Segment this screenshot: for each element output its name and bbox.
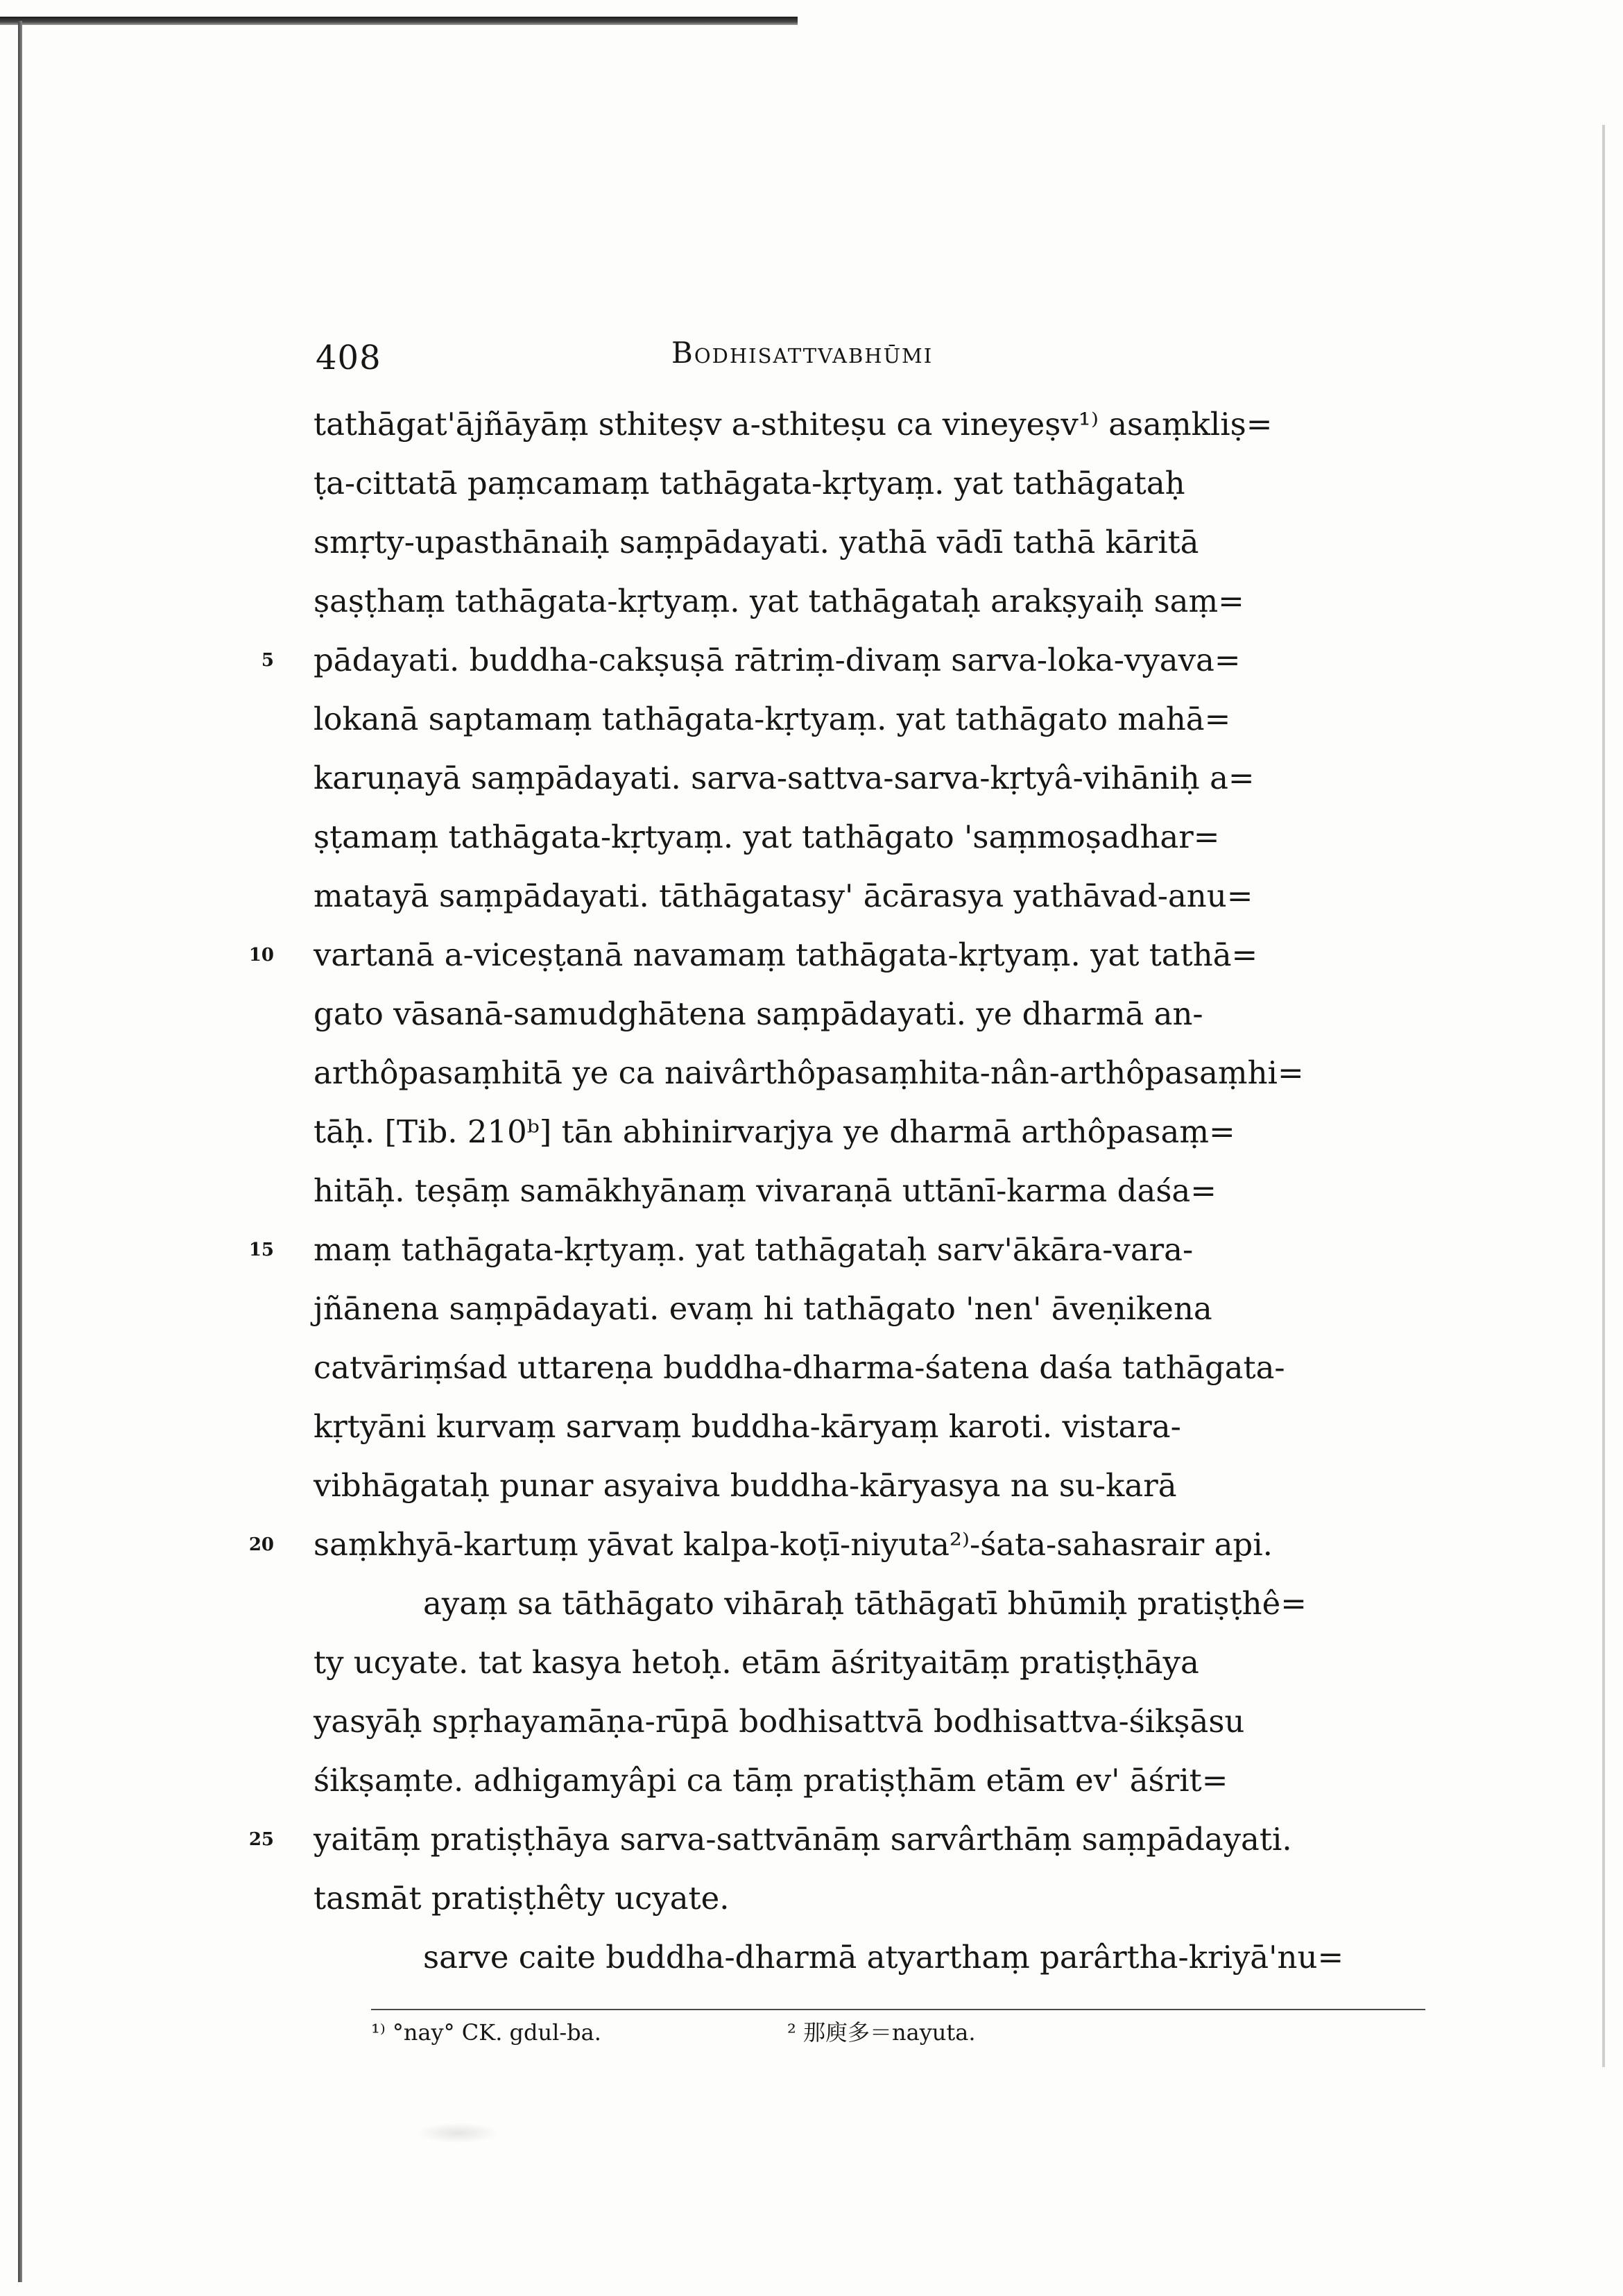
text-line-5: pādayati. buddha-cakṣuṣā rātriṃ-divaṃ sarva-loka-vyava=: [314, 642, 1241, 678]
line-number-20: 20: [248, 1534, 274, 1555]
footnote-1: ¹⁾ °nay° CK. gdul-ba.: [371, 2019, 601, 2046]
line-number-5: 5: [261, 650, 274, 671]
text-line-3: smṛty-upasthānaiḥ saṃpādayati. yathā vādī tathā kāritā: [314, 524, 1199, 560]
text-line-8: ṣṭamaṃ tathāgata-kṛtyaṃ. yat tathāgato 'saṃmoṣadhar=: [314, 819, 1220, 855]
text-line-22: ty ucyate. tat kasya hetoḥ. etām āśrityaitāṃ pratiṣṭhāya: [314, 1644, 1199, 1681]
page-number: 408: [316, 339, 381, 377]
text-line-6: lokanā saptamaṃ tathāgata-kṛtyaṃ. yat tathāgato mahā=: [314, 701, 1231, 737]
text-line-25: yaitāṃ pratiṣṭhāya sarva-sattvānāṃ sarvârthāṃ saṃpādayati.: [314, 1821, 1292, 1858]
text-line-23: yasyāḥ spṛhayamāṇa-rūpā bodhisattvā bodhisattva-śikṣāsu: [314, 1703, 1245, 1740]
text-line-10: vartanā a-viceṣṭanā navamaṃ tathāgata-kṛtyaṃ. yat tathā=: [314, 936, 1258, 973]
text-line-24: śikṣaṃte. adhigamyâpi ca tāṃ pratiṣṭhām etām ev' āśrit=: [314, 1762, 1228, 1799]
footnote-divider: [371, 2009, 1425, 2010]
line-number-15: 15: [248, 1240, 274, 1260]
text-line-19: vibhāgataḥ punar asyaiva buddha-kāryasya na su-karā: [314, 1467, 1177, 1504]
line-number-10: 10: [248, 945, 274, 966]
text-line-27: sarve caite buddha-dharmā atyarthaṃ parârtha-kriyā'nu=: [423, 1939, 1344, 1976]
scan-edge-top: [0, 17, 798, 25]
scan-edge-left: [18, 21, 22, 2282]
scan-smudge: [416, 2123, 499, 2143]
text-line-26: tasmāt pratiṣṭhêty ucyate.: [314, 1880, 730, 1917]
scan-edge-right: [1602, 125, 1605, 2067]
text-line-20: saṃkhyā-kartuṃ yāvat kalpa-koṭī-niyuta²⁾-śata-sahasrair api.: [314, 1526, 1273, 1563]
text-line-14: hitāḥ. teṣāṃ samākhyānaṃ vivaraṇā uttānī-karma daśa=: [314, 1172, 1217, 1209]
text-line-21: ayaṃ sa tāthāgato vihāraḥ tāthāgatī bhūmiḥ pratiṣṭhê=: [423, 1585, 1307, 1622]
text-line-12: arthôpasaṃhitā ye ca naivârthôpasaṃhita-nân-arthôpasaṃhi=: [314, 1054, 1304, 1091]
text-line-4: ṣaṣṭhaṃ tathāgata-kṛtyaṃ. yat tathāgataḥ arakṣyaiḥ saṃ=: [314, 583, 1244, 619]
text-line-17: catvāriṃśad uttareṇa buddha-dharma-śatena daśa tathāgata-: [314, 1349, 1285, 1386]
running-head: Bodhisattvabhūmi: [671, 336, 934, 370]
footnote-2: ² 那庾多＝nayuta.: [787, 2019, 976, 2046]
text-line-9: matayā saṃpādayati. tāthāgatasy' ācārasya yathāvad-anu=: [314, 877, 1253, 914]
text-line-13: tāḥ. [Tib. 210ᵇ] tān abhinirvarjya ye dharmā arthôpasaṃ=: [314, 1113, 1235, 1150]
text-line-15: maṃ tathāgata-kṛtyaṃ. yat tathāgataḥ sarv'ākāra-vara-: [314, 1231, 1194, 1268]
text-line-7: karuṇayā saṃpādayati. sarva-sattva-sarva-kṛtyâ-vihāniḥ a=: [314, 760, 1255, 796]
text-line-11: gato vāsanā-samudghātena saṃpādayati. ye dharmā an-: [314, 995, 1203, 1032]
text-line-18: kṛtyāni kurvaṃ sarvaṃ buddha-kāryaṃ karoti. vistara-: [314, 1408, 1181, 1445]
text-line-2: ṭa-cittatā paṃcamaṃ tathāgata-kṛtyaṃ. yat tathāgataḥ: [314, 465, 1185, 502]
line-number-25: 25: [248, 1829, 274, 1850]
text-line-16: jñānena saṃpādayati. evaṃ hi tathāgato 'nen' āveṇikena: [314, 1290, 1212, 1327]
text-line-1: tathāgat'ājñāyāṃ sthiteṣv a-sthiteṣu ca vineyeṣv¹⁾ asaṃkliṣ=: [314, 406, 1273, 443]
